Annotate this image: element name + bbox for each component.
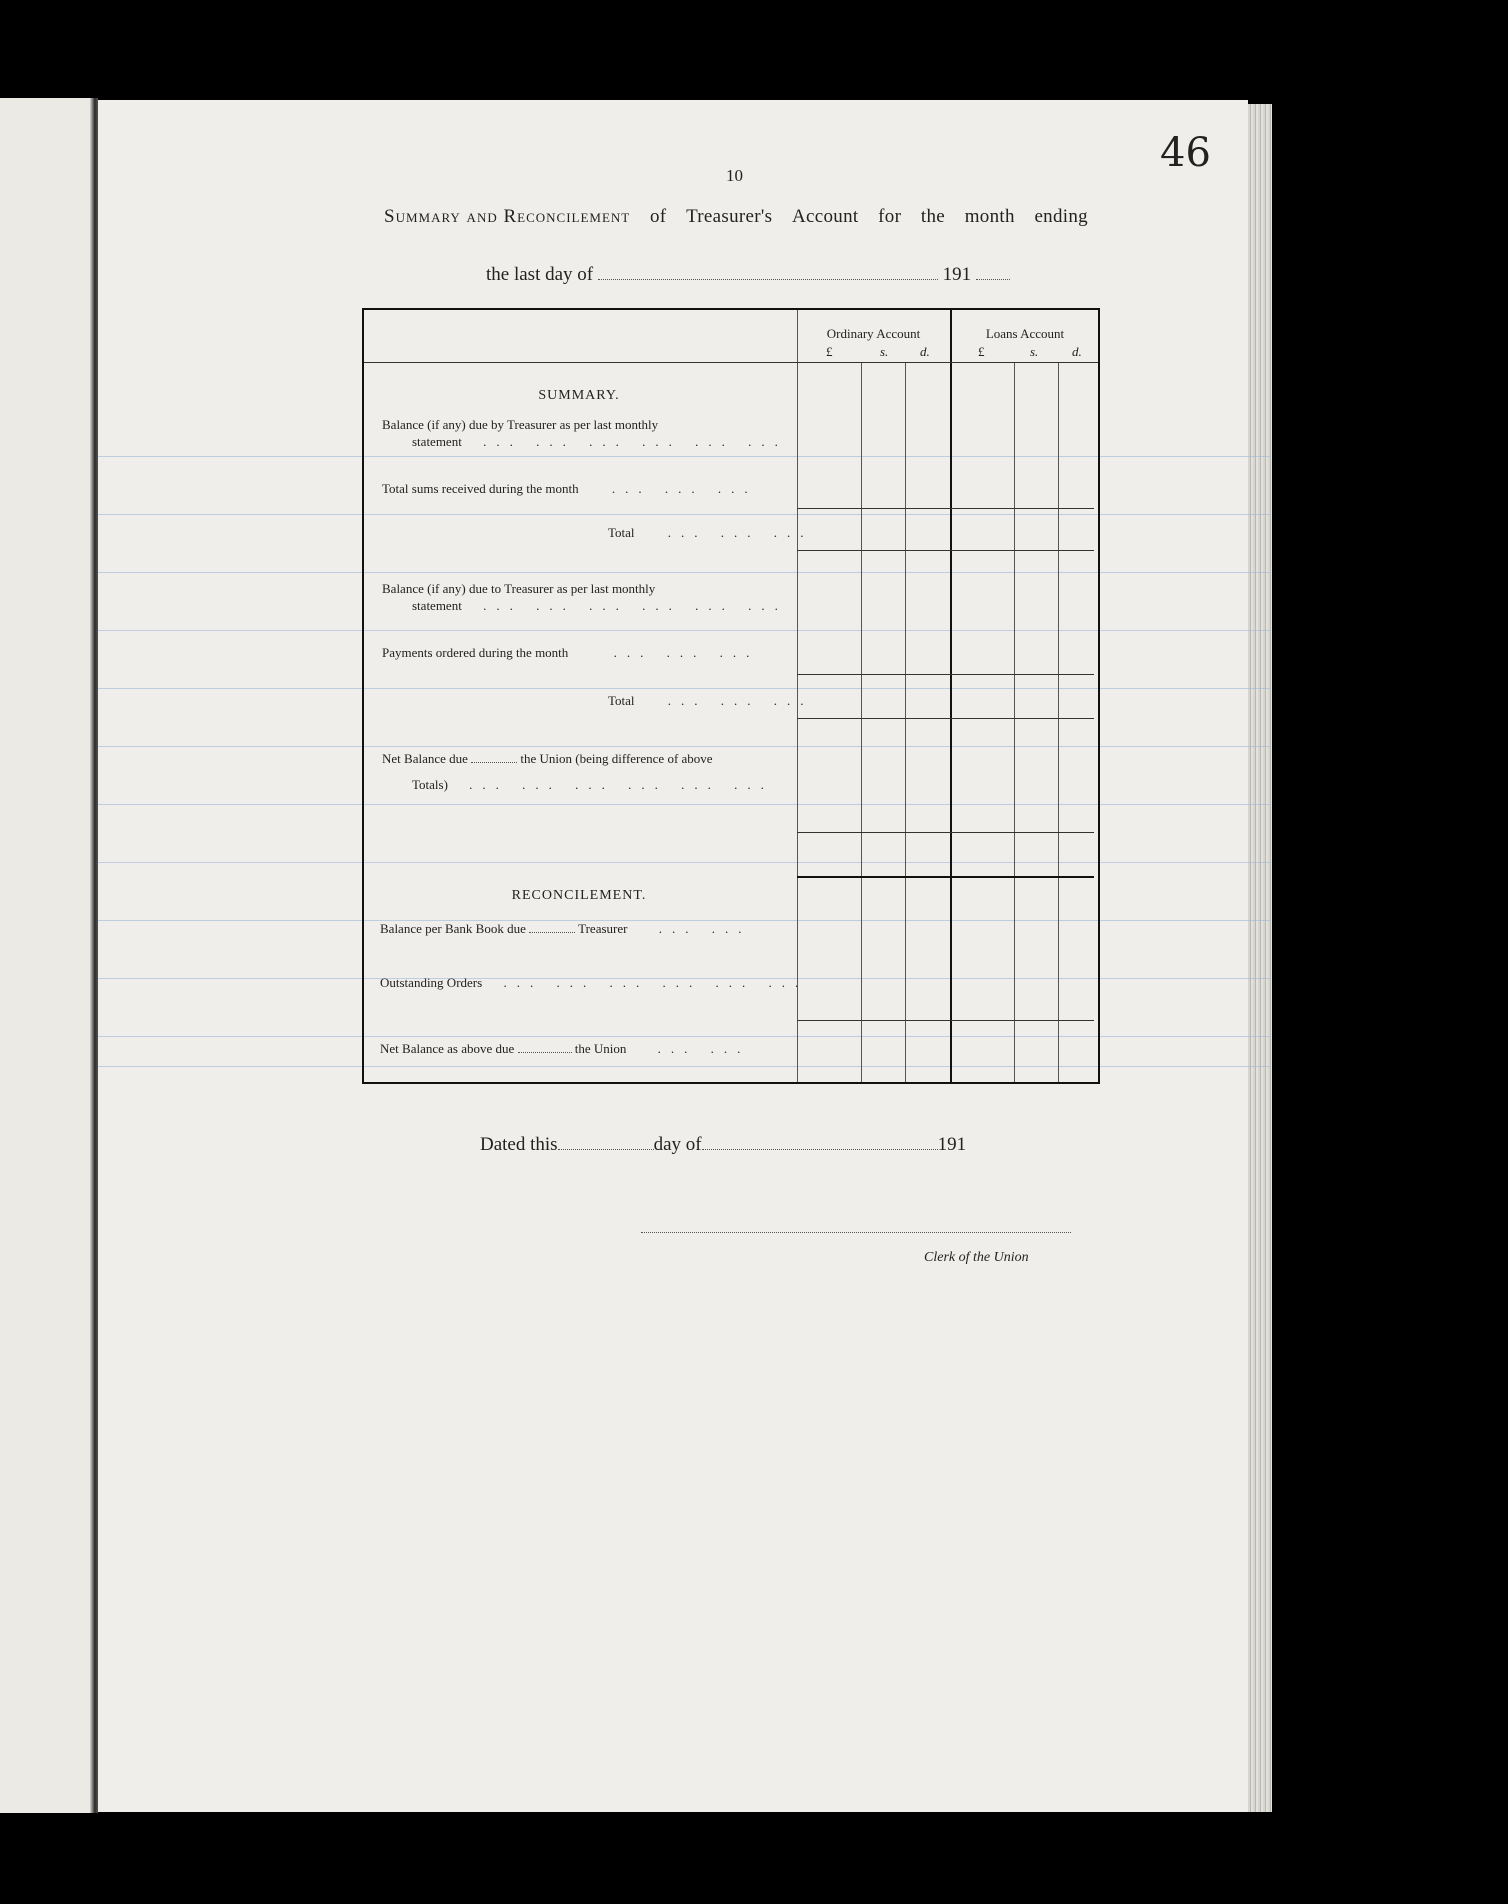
pound-label: £ [826,344,833,359]
sum-rule [797,1020,1094,1021]
total-rule [797,718,1094,719]
title-part: of [649,206,667,227]
shilling-label: s. [880,344,889,359]
page-number: 10 [726,166,743,185]
period-prefix: the last day of [486,264,594,285]
row-net-balance: Totals) ... ... ... ... ... ... [412,777,774,792]
row-balance-by-treasurer: statement ... ... ... ... ... ... [412,434,788,449]
column-rule [905,362,906,1082]
summary-end-rule [797,876,1094,878]
title-part: Account [791,206,859,227]
dated-line: Dated this day of 191 [480,1134,967,1155]
signature-line[interactable] [641,1232,1071,1233]
form-title [384,206,1088,228]
bank-balance-blank[interactable] [529,922,575,933]
title-part: ending [1034,206,1088,227]
folio-number: 46 [1160,130,1211,176]
row-outstanding-orders: Outstanding Orders ... ... ... ... ... ... [380,975,809,990]
month-year-blank[interactable] [702,1135,938,1150]
period-year: 191 [942,264,972,285]
account-table [362,308,1100,1084]
net-as-above-blank[interactable] [518,1042,572,1053]
pence-label: d. [920,344,930,359]
title-part: month [964,206,1015,227]
summary-heading: SUMMARY. [538,388,620,403]
net-balance-blank[interactable] [471,752,517,763]
title-part: for [878,206,902,227]
sum-rule [797,508,1094,509]
reconcilement-heading: RECONCILEMENT. [511,888,647,903]
row-balance-to-treasurer: Balance (if any) due to Treasurer as per last monthly [382,581,656,596]
row-total-received: Total sums received during the month ... ... ... [382,481,758,496]
row-payments-ordered: Payments ordered during the month ... ... ... [382,645,760,660]
column-rule [861,362,862,1082]
title-part: the [920,206,946,227]
pound-label: £ [978,344,985,359]
book-spine [90,98,98,1813]
row-total: Total ... ... ... [608,693,814,708]
day-blank[interactable] [558,1135,654,1150]
month-blank[interactable] [598,265,938,280]
sum-rule [797,674,1094,675]
total-rule [797,550,1094,551]
account-divider [950,310,952,1082]
row-net-balance: Net Balance due the Union (being difference of above [382,751,713,766]
column-rule [1014,362,1015,1082]
row-total: Total ... ... ... [608,525,814,540]
shilling-label: s. [1030,344,1039,359]
page-edges [1248,104,1272,1812]
header-rule [364,362,1098,363]
year-blank[interactable] [976,265,1010,280]
ordinary-account-heading: Ordinary Account [826,326,921,341]
period-line [486,264,1010,286]
loans-account-heading: Loans Account [985,326,1065,341]
row-bank-book-balance: Balance per Bank Book due Treasurer ... ... [380,921,752,936]
row-net-balance-as-above: Net Balance as above due the Union ... ... [380,1041,751,1056]
row-balance-to-treasurer: statement ... ... ... ... ... ... [412,598,788,613]
title-part: Summary and Reconcilement [384,206,631,227]
pence-label: d. [1072,344,1082,359]
sum-rule [797,832,1094,833]
signature-caption: Clerk of the Union [924,1250,1029,1265]
column-rule [1058,362,1059,1082]
row-balance-by-treasurer: Balance (if any) due by Treasurer as per last monthly [382,417,659,432]
left-page [0,98,94,1813]
title-part: Treasurer's [686,206,773,227]
